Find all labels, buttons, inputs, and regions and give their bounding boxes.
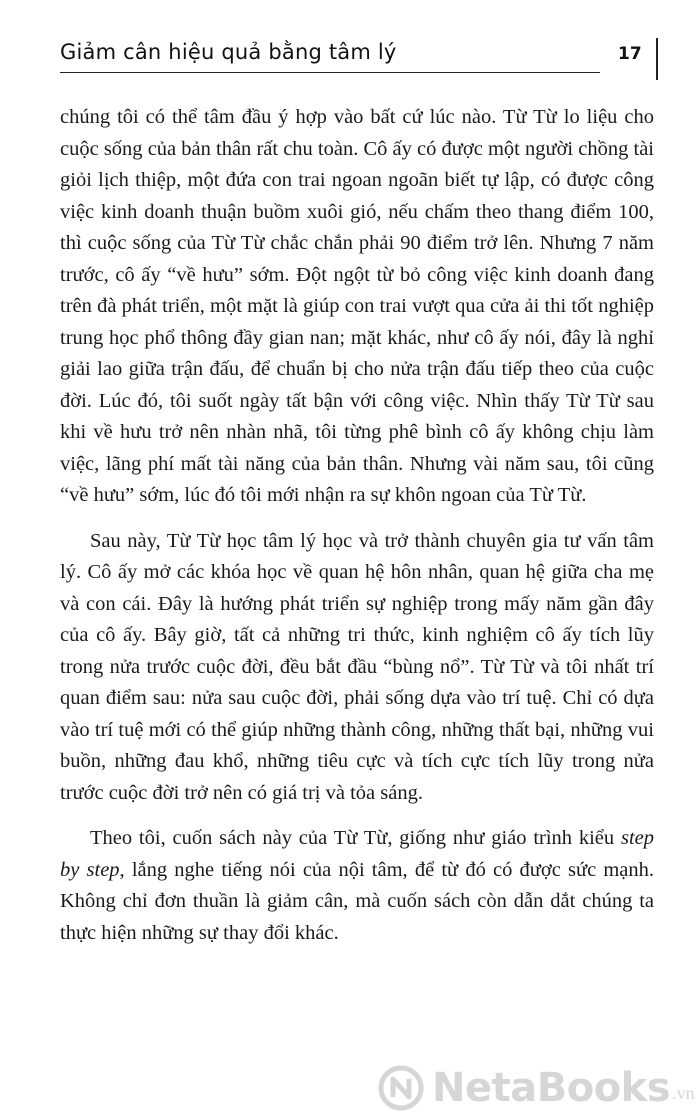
paragraph-3 — [60, 823, 654, 949]
netabooks-logo-icon — [378, 1065, 424, 1111]
header-vertical-rule — [656, 38, 658, 80]
paragraph-3-emphasis: step by step — [60, 827, 654, 881]
page-number: 17 — [618, 44, 642, 64]
paragraph-3-text-before: Theo tôi, cuốn sách này của Từ Từ, giống như giáo trình kiểu — [90, 827, 621, 849]
paragraph-2: Sau này, Từ Từ học tâm lý học và trở thành chuyên gia tư vấn tâm lý. Cô ấy mở các khóa học về quan hệ hôn nhân, quan hệ giữa cha mẹ và con cái. Đây là hướng phát triển sự nghiệp trong mấy năm gần đây của cô ấy. Bây giờ, tất cả những tri thức, kinh nghiệm cô ấy tích lũy trong nửa trước cuộc đời, đều bắt đầu “bùng nổ”. Từ Từ và tôi nhất trí quan điểm sau: nửa sau cuộc đời, phải sống dựa vào trí tuệ. Chỉ có dựa vào trí tuệ mới có thể giúp những thành công, những thất bại, những vui buồn, những đau khổ, những tiêu cực và tích cực tích lũy trong nửa trước cuộc đời trở nên có giá trị và tỏa sáng. — [60, 529, 654, 804]
page-header — [60, 38, 650, 78]
body-text — [60, 102, 654, 963]
watermark-tld: .vn — [672, 1082, 695, 1103]
paragraph-3-text-after: , lắng nghe tiếng nói của nội tâm, để từ đó có được sức mạnh. Không chỉ đơn thuần là giảm cân, mà cuốn sách còn dẫn dắt chúng ta thực hiện những sự thay đổi khác. — [60, 858, 655, 944]
watermark — [378, 1060, 698, 1116]
paragraph-1: chúng tôi có thể tâm đầu ý hợp vào bất cứ lúc nào. Từ Từ lo liệu cho cuộc sống của bản thân rất chu toàn. Cô ấy có được một người chồng tài giỏi lịch thiệp, một đứa con trai ngoan ngoãn biết tự lập, có được công việc kinh doanh thuận buồm xuôi gió, nếu chấm theo thang điểm 100, thì cuộc sống của Từ Từ chắc chắn phải 90 điểm trở lên. Nhưng 7 năm trước, cô ấy “về hưu” sớm. Đột ngột từ bỏ công việc kinh doanh đang trên đà phát triển, một mặt là giúp con trai vượt qua cửa ải thi tốt nghiệp trung học phổ thông đầy gian nan; mặt khác, như cô ấy nói, đây là nghỉ giải lao giữa trận đấu, để chuẩn bị cho nửa trận đấu tiếp theo của cuộc đời. Lúc đó, tôi suốt ngày tất bận với công việc. Nhìn thấy Từ Từ sau khi về hưu trở nên nhàn nhã, tôi từng phê bình cô ấy không chịu làm việc, lãng phí mất tài năng của bản thân. Nhưng vài năm sau, tôi cũng “về hưu” sớm, lúc đó tôi mới nhận ra sự khôn ngoan của Từ Từ. — [60, 106, 654, 506]
running-title: Giảm cân hiệu quả bằng tâm lý — [60, 40, 397, 64]
watermark-brand: NetaBooks — [432, 1065, 671, 1111]
header-underline — [60, 72, 600, 73]
